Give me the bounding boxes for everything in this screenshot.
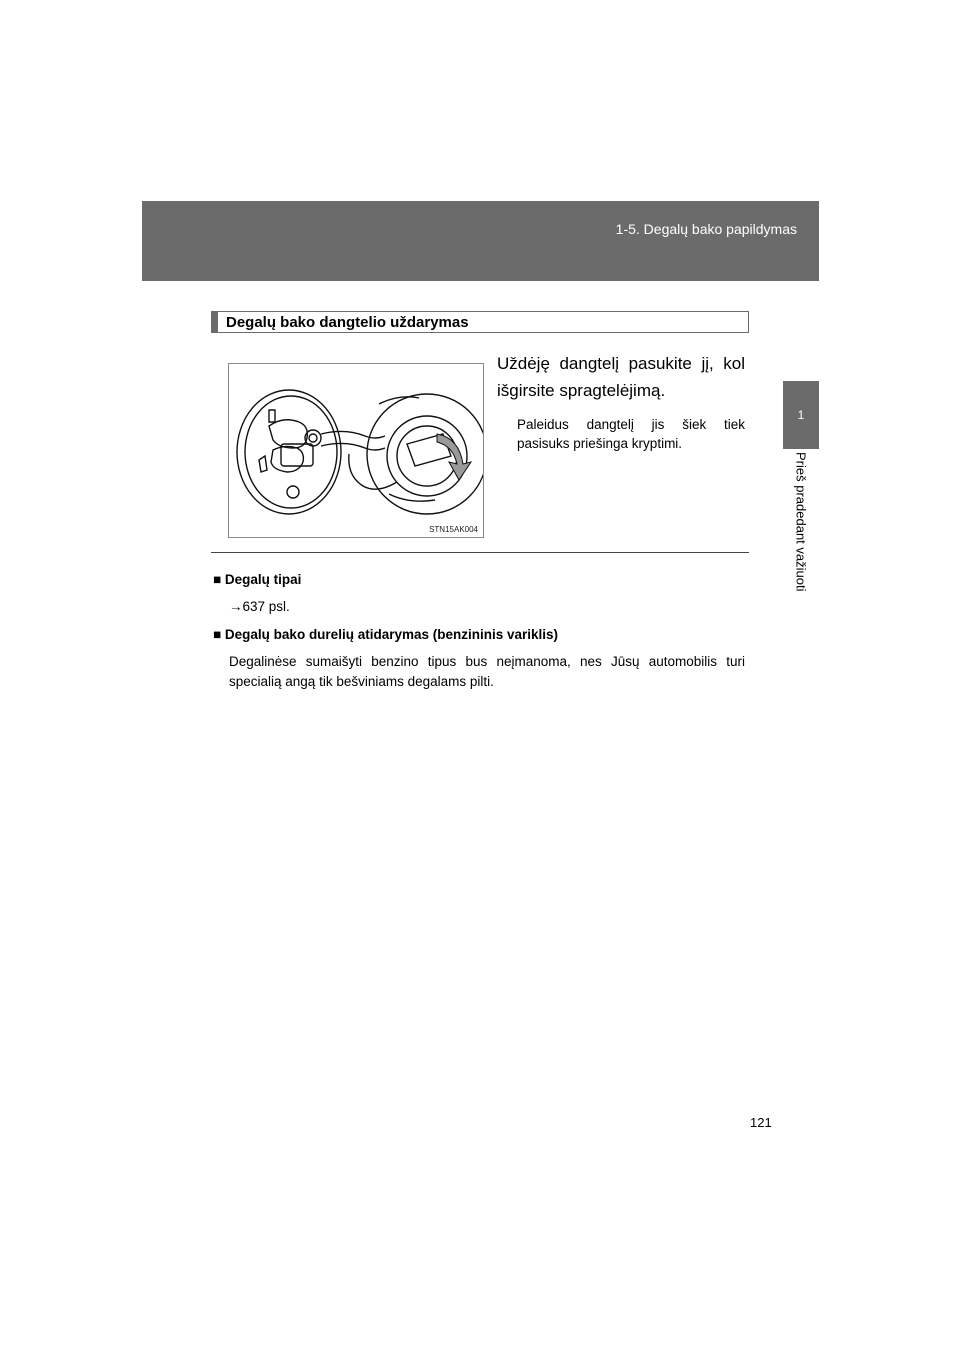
chapter-label: Prieš pradedant važiuoti: [793, 452, 809, 592]
figure-code: STN15AK004: [429, 525, 478, 534]
note-heading-fuel-types: [213, 572, 301, 587]
rotate-arrow-icon: [437, 434, 471, 480]
fuel-door-drawing: [237, 390, 341, 514]
section-heading-text: Degalų bako dangtelio uždarymas: [226, 313, 469, 331]
instruction-note: Paleidus dangtelį jis šiek tiek pasisuks priešinga kryptimi.: [517, 417, 745, 451]
chapter-side-label: [783, 452, 819, 617]
filler-neck-drawing: [367, 394, 483, 514]
note-marker: ■: [213, 627, 222, 642]
fuel-cap-figure: [228, 363, 484, 538]
section-divider: [211, 552, 749, 553]
tether-drawing: [321, 431, 397, 489]
header-band: [142, 201, 819, 281]
note-title: Degalų bako durelių atidarymas (benzininis variklis): [224, 627, 559, 642]
note-title: Degalų tipai: [224, 572, 302, 587]
chapter-number: 1: [797, 408, 805, 422]
chapter-tab: [783, 381, 819, 449]
header-section-title: 1-5. Degalų bako papildymas: [615, 221, 797, 237]
note-body-fuel-door: Degalinėse sumaišyti benzino tipus bus neįmanoma, nes Jūsų automobilis turi specialią angą tik bešviniams degalams pilti.: [229, 654, 745, 689]
note-heading-fuel-door: [213, 627, 558, 642]
section-heading: [211, 311, 749, 333]
note-marker: ■: [213, 572, 222, 587]
section-heading-bar: [212, 312, 218, 332]
page-number: 121: [750, 1115, 772, 1130]
note-body-fuel-types: →637 psl.: [229, 599, 290, 614]
fuel-cap-closing-illustration: [229, 364, 483, 537]
main-instruction: Uždėję dangtelį pasukite jį, kol išgirsite spragtelėjimą.: [497, 354, 745, 400]
